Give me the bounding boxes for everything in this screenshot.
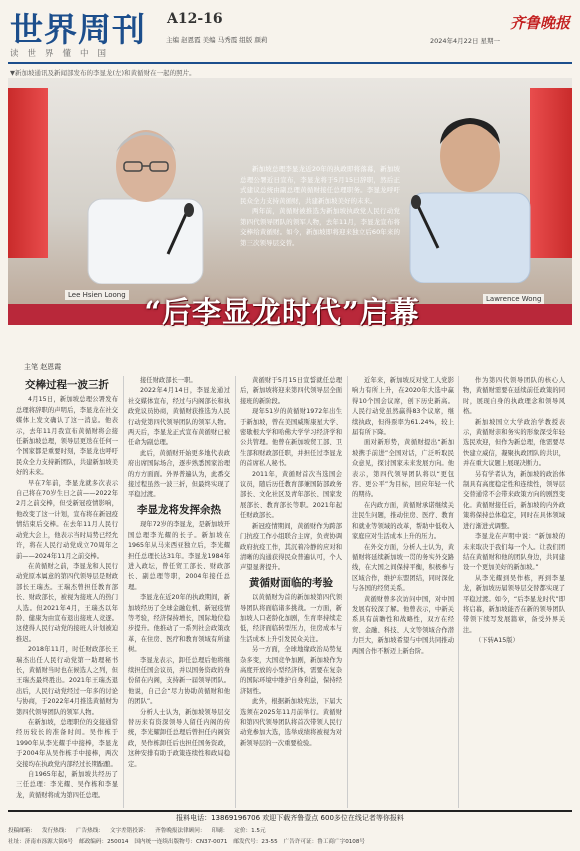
paragraph: 2011年，黄循财首次当选国会议员，随后历任教育部兼国防部政务部长、文化社区及青年部长、国家发展部长、教育部长等职。2021年起任财政部长。 (240, 470, 342, 520)
paragraph: 现年51岁的黄循财1972年出生于新加坡，曾在美国威斯康星大学、密歇根大学和哈佛大学学习经济学和公共管理。他曾在新加坡贸工部、卫生部和财政部任职，并担任过李显龙的首席私人秘书。 (240, 408, 342, 468)
paragraph: 此外，根据新加坡宪法，下届大选须在2025年11月前举行。黄循财和第四代领导团队将首次带领人民行动党参加大选，选举成绩将被视为对新领导层的一次重要检验。 (240, 698, 342, 747)
author-byline: 主笔 赵恩霞 (24, 363, 62, 371)
headline: “后李显龙时代”启幕 (144, 295, 420, 329)
paragraph: 另一方面，全球地缘政治局势复杂多变，大国竞争加剧，新加坡作为高度开放的小型经济体，需要在复杂的国际环境中维护自身利益，保持经济韧性。 (240, 646, 342, 695)
paragraph: 另有学者认为，新加坡的政治体制具有高度稳定性和连续性，领导层交替通常不会带来政策方向的剧烈变化。黄循财接任后，新加坡的内外政策将保持总体稳定，同时在具体领域进行渐进式调整。 (463, 470, 565, 530)
paragraph: 面对新形势，黄循财提出“新加坡携手前进”全国对话，广泛听取民众意见，探讨国家未来发展方向。他表示，第四代领导团队将以“更包容、更公平”为目标，回应年轻一代的期待。 (352, 439, 454, 499)
footer-item: 文字差错投诉： (109, 828, 150, 834)
paragraph: 以黄循财为首的新加坡第四代领导团队将面临诸多挑战。一方面，新加坡人口老龄化加剧，生育率持续走低，经济面临转型压力，住房成本与生活成本上升引发民众关注。 (240, 594, 342, 643)
paragraph: 分析人士认为，新加坡领导层交替历来有资深领导人留任内阁的传统，李光耀卸任总理后曾担任内阁资政，吴作栋卸任后也担任国务资政，这种安排有助于政策连续性和政局稳定。 (128, 708, 230, 768)
paragraph: 李显龙在近20年的执政期间，新加坡经历了全球金融危机、新冠疫情等考验，经济保持增长，国际地位稳步提升。他推动了一系列社会政策改革，在住房、医疗和教育领域有所建树。 (128, 594, 230, 654)
footer-item: 发行热线： (41, 828, 70, 834)
flag-left (8, 88, 48, 258)
paragraph: 新冠疫情期间，黄循财作为跨部门抗疫工作小组联合主席，负责协调政府抗疫工作，其沉着冷静的应对和清晰的沟通获得民众普遍认可，个人声望显著提升。 (240, 522, 342, 572)
subheading: 李显龙将发挥余热 (137, 503, 221, 516)
photo-caption (240, 164, 400, 248)
paragraph: 作为第四代领导团队的核心人物，黄循财需要在延续前任政策的同时，展现自身的执政理念和领导风格。 (463, 377, 565, 416)
paragraph: 在新加坡，总理职位的交接通常经历较长的准备时间。吴作栋于1990年从李光耀手中接棒，李显龙于2004年从吴作栋手中接棒，两次交接均在执政党内部经过长期酝酿。 (16, 719, 118, 768)
footer-hotline: 报料电话：13869196706 欢迎下载齐鲁壹点 600多位在线记者等你报料 (176, 814, 404, 822)
footer-item: 印刷： (211, 828, 229, 834)
paragraph: 此后，黄循财开始更多地代表政府出席国际场合，逐步熟悉国家治理的方方面面。外界普遍认为，此番交接过程虽然一波三折，但最终实现了平稳过渡。 (128, 449, 230, 499)
name-plate-right: Lawrence Wong (483, 294, 544, 304)
footer-item: 广告许可证：鲁工商广字0108号 (283, 839, 366, 845)
article-column-3 (240, 376, 342, 804)
paragraph: 李显龙在声明中说：“新加坡的未来取决于我们每一个人。让我们团结在黄循财和他的团队身边，共同建设一个更加美好的新加坡。” (463, 533, 565, 572)
article-column-2 (128, 376, 230, 804)
paragraph: 在内政方面，黄循财承诺继续关注民生问题，推动住房、医疗、教育和就业等领域的改革，帮助中低收入家庭应对生活成本上升的压力。 (352, 501, 454, 541)
subheading: 交棒过程一波三折 (25, 379, 109, 391)
paragraph: 李显龙表示，卸任总理后他将继续担任国会议员，并以国务资政的身份留在内阁，支持新一届领导团队。他说，自己会“尽力协助黄循财和他的团队”。 (128, 656, 230, 706)
masthead (0, 0, 580, 62)
paragraph: 新加坡国立大学政治学教授表示，黄循财亲和务实的形象深受年轻选民欢迎，但作为新总理，他需要尽快建立威信，凝聚执政团队的共识，并在重大议题上展现决断力。 (463, 418, 565, 468)
column-divider (123, 376, 124, 808)
paragraph: 在外交方面，分析人士认为，黄循财将延续新加坡一贯的务实外交路线，在大国之间保持平衡，积极参与区域合作，维护东盟团结，同时深化与各国的经贸关系。 (352, 543, 454, 593)
paragraph: 从李光耀到吴作栋，再到李显龙，新加坡历届领导层交替都实现了平稳过渡。如今，“后李显龙时代”即将启幕，新加坡能否在新的领导团队带领下续写发展篇章，备受外界关注。 (463, 574, 565, 634)
photo-caption-p1: 新加坡总理李显龙近20年的执政即将落幕，新加坡总理公署近日宣布，李显龙将于5月15日辞职，然后正式建议总统由副总理黄循财接任总理职务。李显龙呼吁民众全力支持黄循财，共建新加坡美好的未来。 (240, 165, 400, 205)
column-divider (235, 376, 236, 808)
editors-credit: 主编 赵恩霞 美编 马秀霞 组版 颜莉 (166, 36, 268, 44)
footer-item: 定价：1.5元 (234, 828, 266, 834)
section-title: 世界周刊 (10, 10, 146, 49)
lead-photo (8, 78, 572, 325)
person-wong-silhouette (398, 98, 538, 283)
issue-date: 2024年4月22日 星期一 (430, 37, 501, 45)
column-divider (458, 376, 459, 808)
paragraph: 近年来，新加坡反对党工人党影响力有所上升，在2020年大选中赢得10个国会议席，创下历史新高。人民行动党虽然赢得83个议席，继续执政，但得票率为61.24%，较上届有所下降。 (352, 377, 454, 437)
footer-item: 邮政编码：250014 (79, 839, 129, 845)
footer-contact-row (8, 826, 572, 834)
footer-address-row (8, 837, 572, 845)
page-code: A12-16 (167, 11, 223, 27)
name-plate-left: Lee Hsien Loong (65, 290, 129, 300)
paragraph: 在黄循财之前，李显龙和人民行动党原本属意的第四代领导层是财政部长王瑞杰。王瑞杰曾担任教育部长、财政部长，被视为接班人的热门人选。但2021年4月，王瑞杰以年龄、健康为由宣布退出接班人竞逐。这使得人民行动党的接班人计划被迫推迟。 (16, 562, 118, 643)
article-column-5 (463, 376, 565, 804)
footer-item: 投稿邮箱： (8, 828, 36, 834)
paragraph: 2018年11月，时任财政部长王瑞杰出任人民行动党第一助理秘书长，黄循财当时也在候选人之列，但王瑞杰最终胜出。2021年王瑞杰退出后，人民行动党经过一年多的讨论与协商，于2022年4月推选黄循财为第四代领导团队的领军人物。 (16, 646, 118, 716)
subheading: 黄循财面临的考验 (249, 576, 333, 589)
paragraph: 4月15日，新加坡总理公署发布总理将辞职的声明后，李显龙在社交媒体上发文确认了这一消息。他表示，去年11月我宣布黄循财将会接任新加坡总理，领导层更迭在任何一个国家都是重要时刻，李显龙也呼吁民众全力支持新团队，共建新加坡美好的未来。 (16, 396, 118, 477)
masthead-rule (8, 62, 572, 64)
footer-rule (8, 810, 572, 812)
footer-item: 国内统一连续出版物号：CN37-0071 (134, 839, 228, 845)
footer-item: 社址：济南市泺源大街6号 (8, 839, 74, 845)
paragraph: 早在7年前，李显龙就多次表示自己将在70岁生日之前——2022年2月之前交棒，但受新冠疫情影响，他改变了这一计划，宣布将在新冠疫情结束后交棒。在去年11月人民行动党大会上，他表示当时局势已经允许，将在人民行动党成立70周年之前——2024年11月之前交棒。 (16, 479, 118, 560)
newspaper-logo: 齐鲁晚报 (510, 14, 571, 32)
section-subtitle: 读世界懂中国 (10, 49, 116, 59)
photo-caption-p2: 两年前，黄循财被推选为新加坡执政党人民行动党第四代领导团队的领军人物，去年11月，李显龙宣布将交棒给黄循财。如今，新加坡即将迎来独立后60年来的第三次领导层交替。 (240, 207, 400, 247)
paragraph: 2022年4月14日，李显龙通过社交媒体宣布，经过与内阁部长和执政党议员协商，黄循财获推选为人民行动党第四代领导团队的领军人物。两天后，李显龙正式宣布黄循财已被任命为副总理。 (128, 387, 230, 447)
paragraph: 黄循财曾多次访问中国，对中国发展有较深了解。他曾表示，中新关系具有前瞻性和战略性，双方在经贸、金融、科技、人文等领域合作潜力巨大，新加坡希望与中国共同推动两国合作不断迈上新台阶。 (352, 595, 454, 655)
footer-item: 齐鲁晚报法律顾问： (155, 828, 206, 834)
footer-item: 邮发代号：23-55 (233, 839, 278, 845)
paragraph: 自1965年起，新加坡共经历了三任总理：李光耀、吴作栋和李显龙，黄循财将成为第四任总理。 (16, 771, 118, 799)
column-divider (347, 376, 348, 808)
paragraph: （下转A15版） (475, 637, 519, 645)
paragraph: 现年72岁的李显龙，是新加坡开国总理李光耀的长子。新加坡在1965年从马来西亚独立后，李光耀担任总理长达31年。李显龙1984年进入政坛，曾任贸工部长、财政部长、副总理等职，2004年接任总理。 (128, 521, 230, 591)
person-lee-silhouette (68, 104, 218, 284)
photo-top-caption: ▼新加坡通讯及新闻部发布的李显龙(左)和黄循财在一起的照片。 (10, 69, 196, 77)
article-column-4 (352, 376, 454, 804)
article-column-1 (16, 376, 118, 804)
footer-item: 广告热线： (75, 828, 104, 834)
paragraph: 黄循财于5月15日宣誓就任总理后，新加坡将迎来第四代领导层全面接班的新阶段。 (240, 377, 342, 405)
paragraph: 接任财政部长一职。 (140, 377, 197, 384)
